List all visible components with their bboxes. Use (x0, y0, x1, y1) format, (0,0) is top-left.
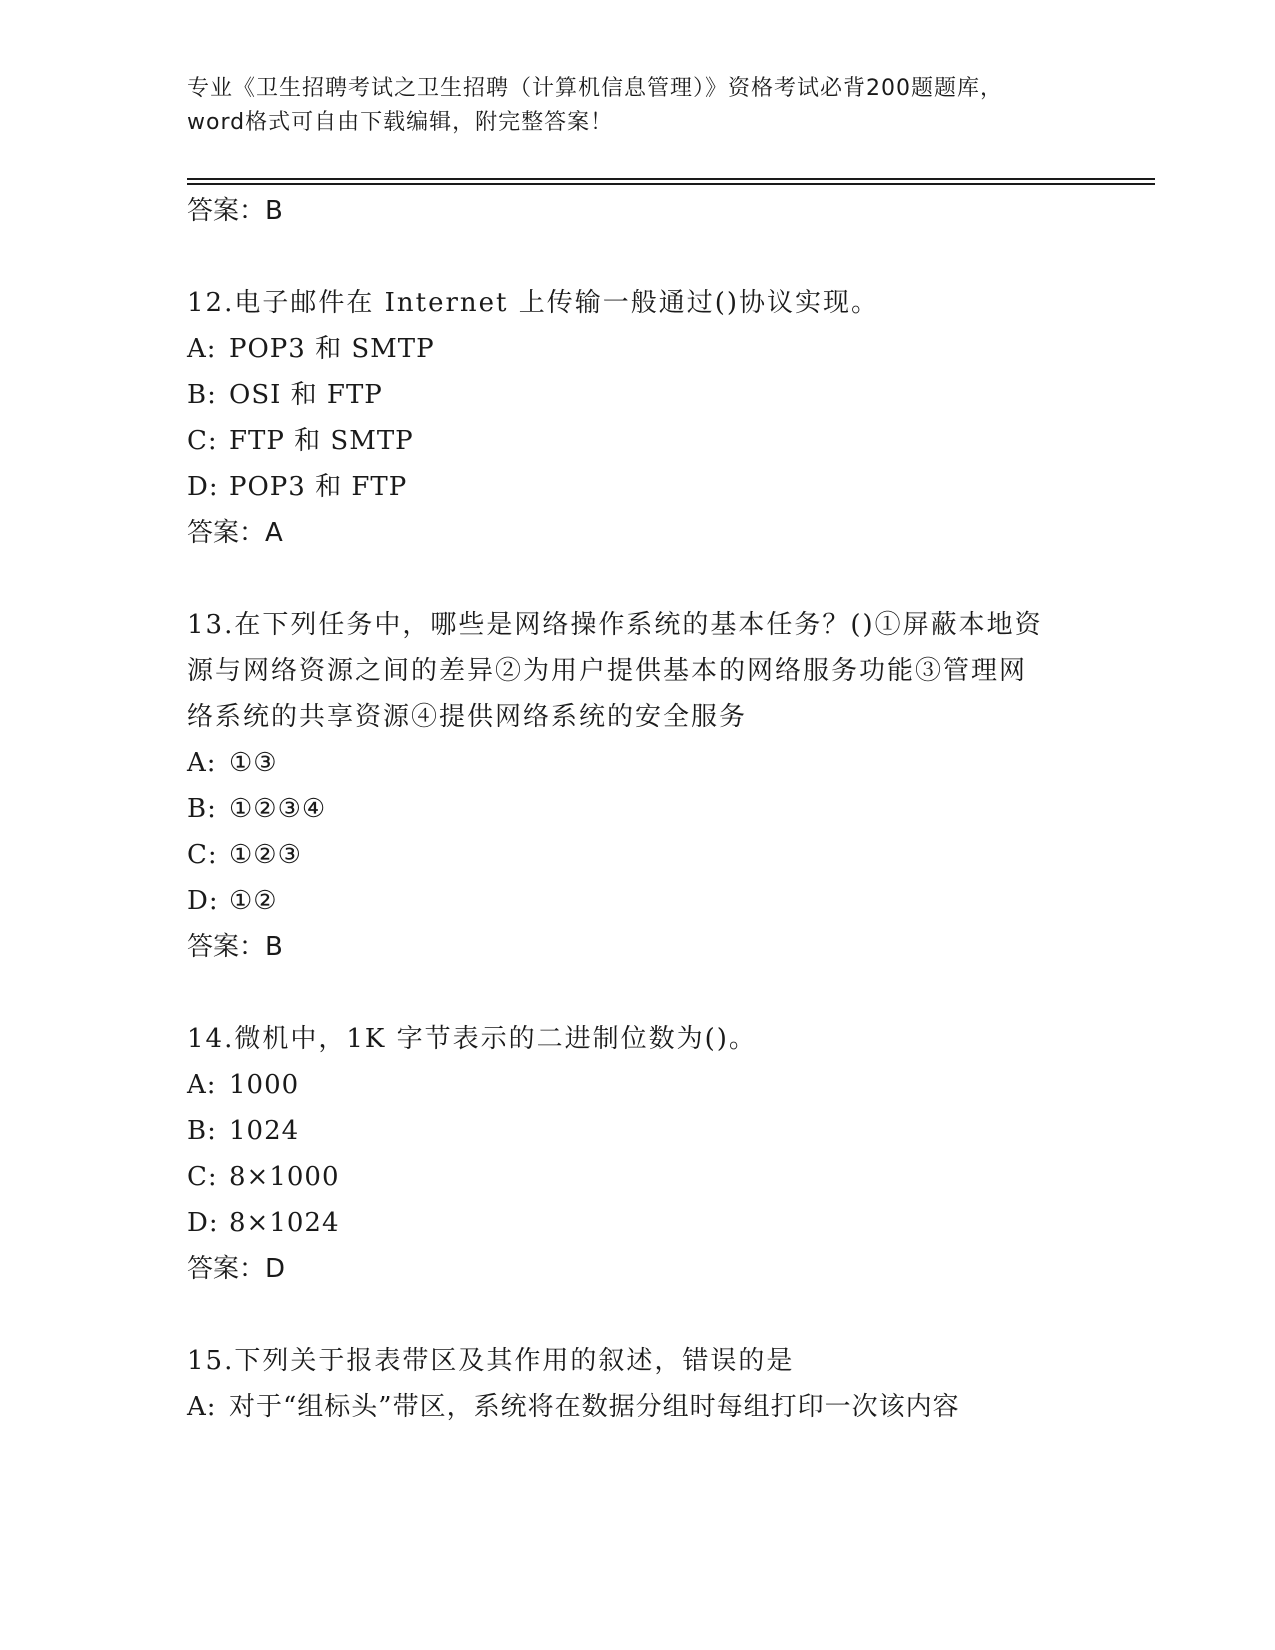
option-c (187, 418, 1087, 464)
question-item (187, 280, 1087, 602)
option-text: 8×1000 (229, 1162, 340, 1192)
option-key: A: (187, 748, 217, 778)
document-header (187, 72, 1087, 140)
question-list (187, 188, 1087, 1430)
option-d (187, 878, 1087, 924)
option-c (187, 832, 1087, 878)
option-key: C: (187, 1162, 218, 1192)
option-text: FTP 和 SMTP (229, 426, 414, 456)
option-text: POP3 和 SMTP (229, 334, 435, 364)
option-text: ①②③ (229, 840, 302, 870)
option-key: D: (187, 1208, 219, 1238)
option-b (187, 1108, 1087, 1154)
header-rule-bottom (187, 183, 1155, 185)
header-line-2: word格式可自由下载编辑，附完整答案！ (187, 110, 614, 135)
option-key: A: (187, 1070, 217, 1100)
option-key: B: (187, 1116, 217, 1146)
spacer (187, 234, 1087, 280)
spacer (187, 970, 1087, 1016)
spacer (187, 556, 1087, 602)
option-text: ①② (229, 886, 278, 916)
question-stem (187, 1338, 1087, 1384)
option-key: D: (187, 886, 219, 916)
spacer (187, 1292, 1087, 1338)
option-key: B: (187, 380, 217, 410)
option-text: 1024 (229, 1116, 300, 1146)
option-b (187, 786, 1087, 832)
question-stem-line: 络系统的共享资源④提供网络系统的安全服务 (187, 702, 748, 732)
option-key: C: (187, 426, 218, 456)
option-key: A: (187, 1392, 217, 1422)
question-stem (187, 602, 1087, 740)
question-item (187, 1016, 1087, 1338)
option-text: POP3 和 FTP (229, 472, 408, 502)
option-text: 对于“组标头”带区，系统将在数据分组时每组打印一次该内容 (229, 1392, 960, 1422)
question-stem-line: 15.下列关于报表带区及其作用的叙述，错误的是 (187, 1346, 795, 1376)
option-text: 1000 (229, 1070, 300, 1100)
question-item (187, 602, 1087, 1016)
option-text: ①②③④ (229, 794, 327, 824)
option-text: OSI 和 FTP (229, 380, 383, 410)
answer-line: 答案：B (187, 932, 283, 962)
option-text: 8×1024 (229, 1208, 340, 1238)
option-key: A: (187, 334, 217, 364)
option-a (187, 326, 1087, 372)
option-b (187, 372, 1087, 418)
answer-line: 答案：A (187, 518, 283, 548)
question-stem-line: 12.电子邮件在 Internet 上传输一般通过()协议实现。 (187, 288, 880, 318)
option-c (187, 1154, 1087, 1200)
option-key: D: (187, 472, 219, 502)
header-rule-top (187, 178, 1155, 180)
option-a (187, 1062, 1087, 1108)
option-key: B: (187, 794, 217, 824)
answer-line: 答案：B (187, 196, 283, 226)
question-stem-line: 源与网络资源之间的差异②为用户提供基本的网络服务功能③管理网 (187, 656, 1028, 686)
question-stem (187, 1016, 1087, 1062)
answer-line: 答案：D (187, 1254, 286, 1284)
header-line-1: 专业《卫生招聘考试之卫生招聘（计算机信息管理）》资格考试必背200题题库， (187, 76, 1003, 101)
question-stem-line: 13.在下列任务中，哪些是网络操作系统的基本任务？()①屏蔽本地资 (187, 610, 1043, 640)
option-d (187, 464, 1087, 510)
question-item (187, 1338, 1087, 1430)
question-stem (187, 280, 1087, 326)
option-d (187, 1200, 1087, 1246)
question-stem-line: 14.微机中，1K 字节表示的二进制位数为()。 (187, 1024, 757, 1054)
option-a (187, 740, 1087, 786)
option-text: ①③ (229, 748, 278, 778)
option-a (187, 1384, 1087, 1430)
option-key: C: (187, 840, 218, 870)
